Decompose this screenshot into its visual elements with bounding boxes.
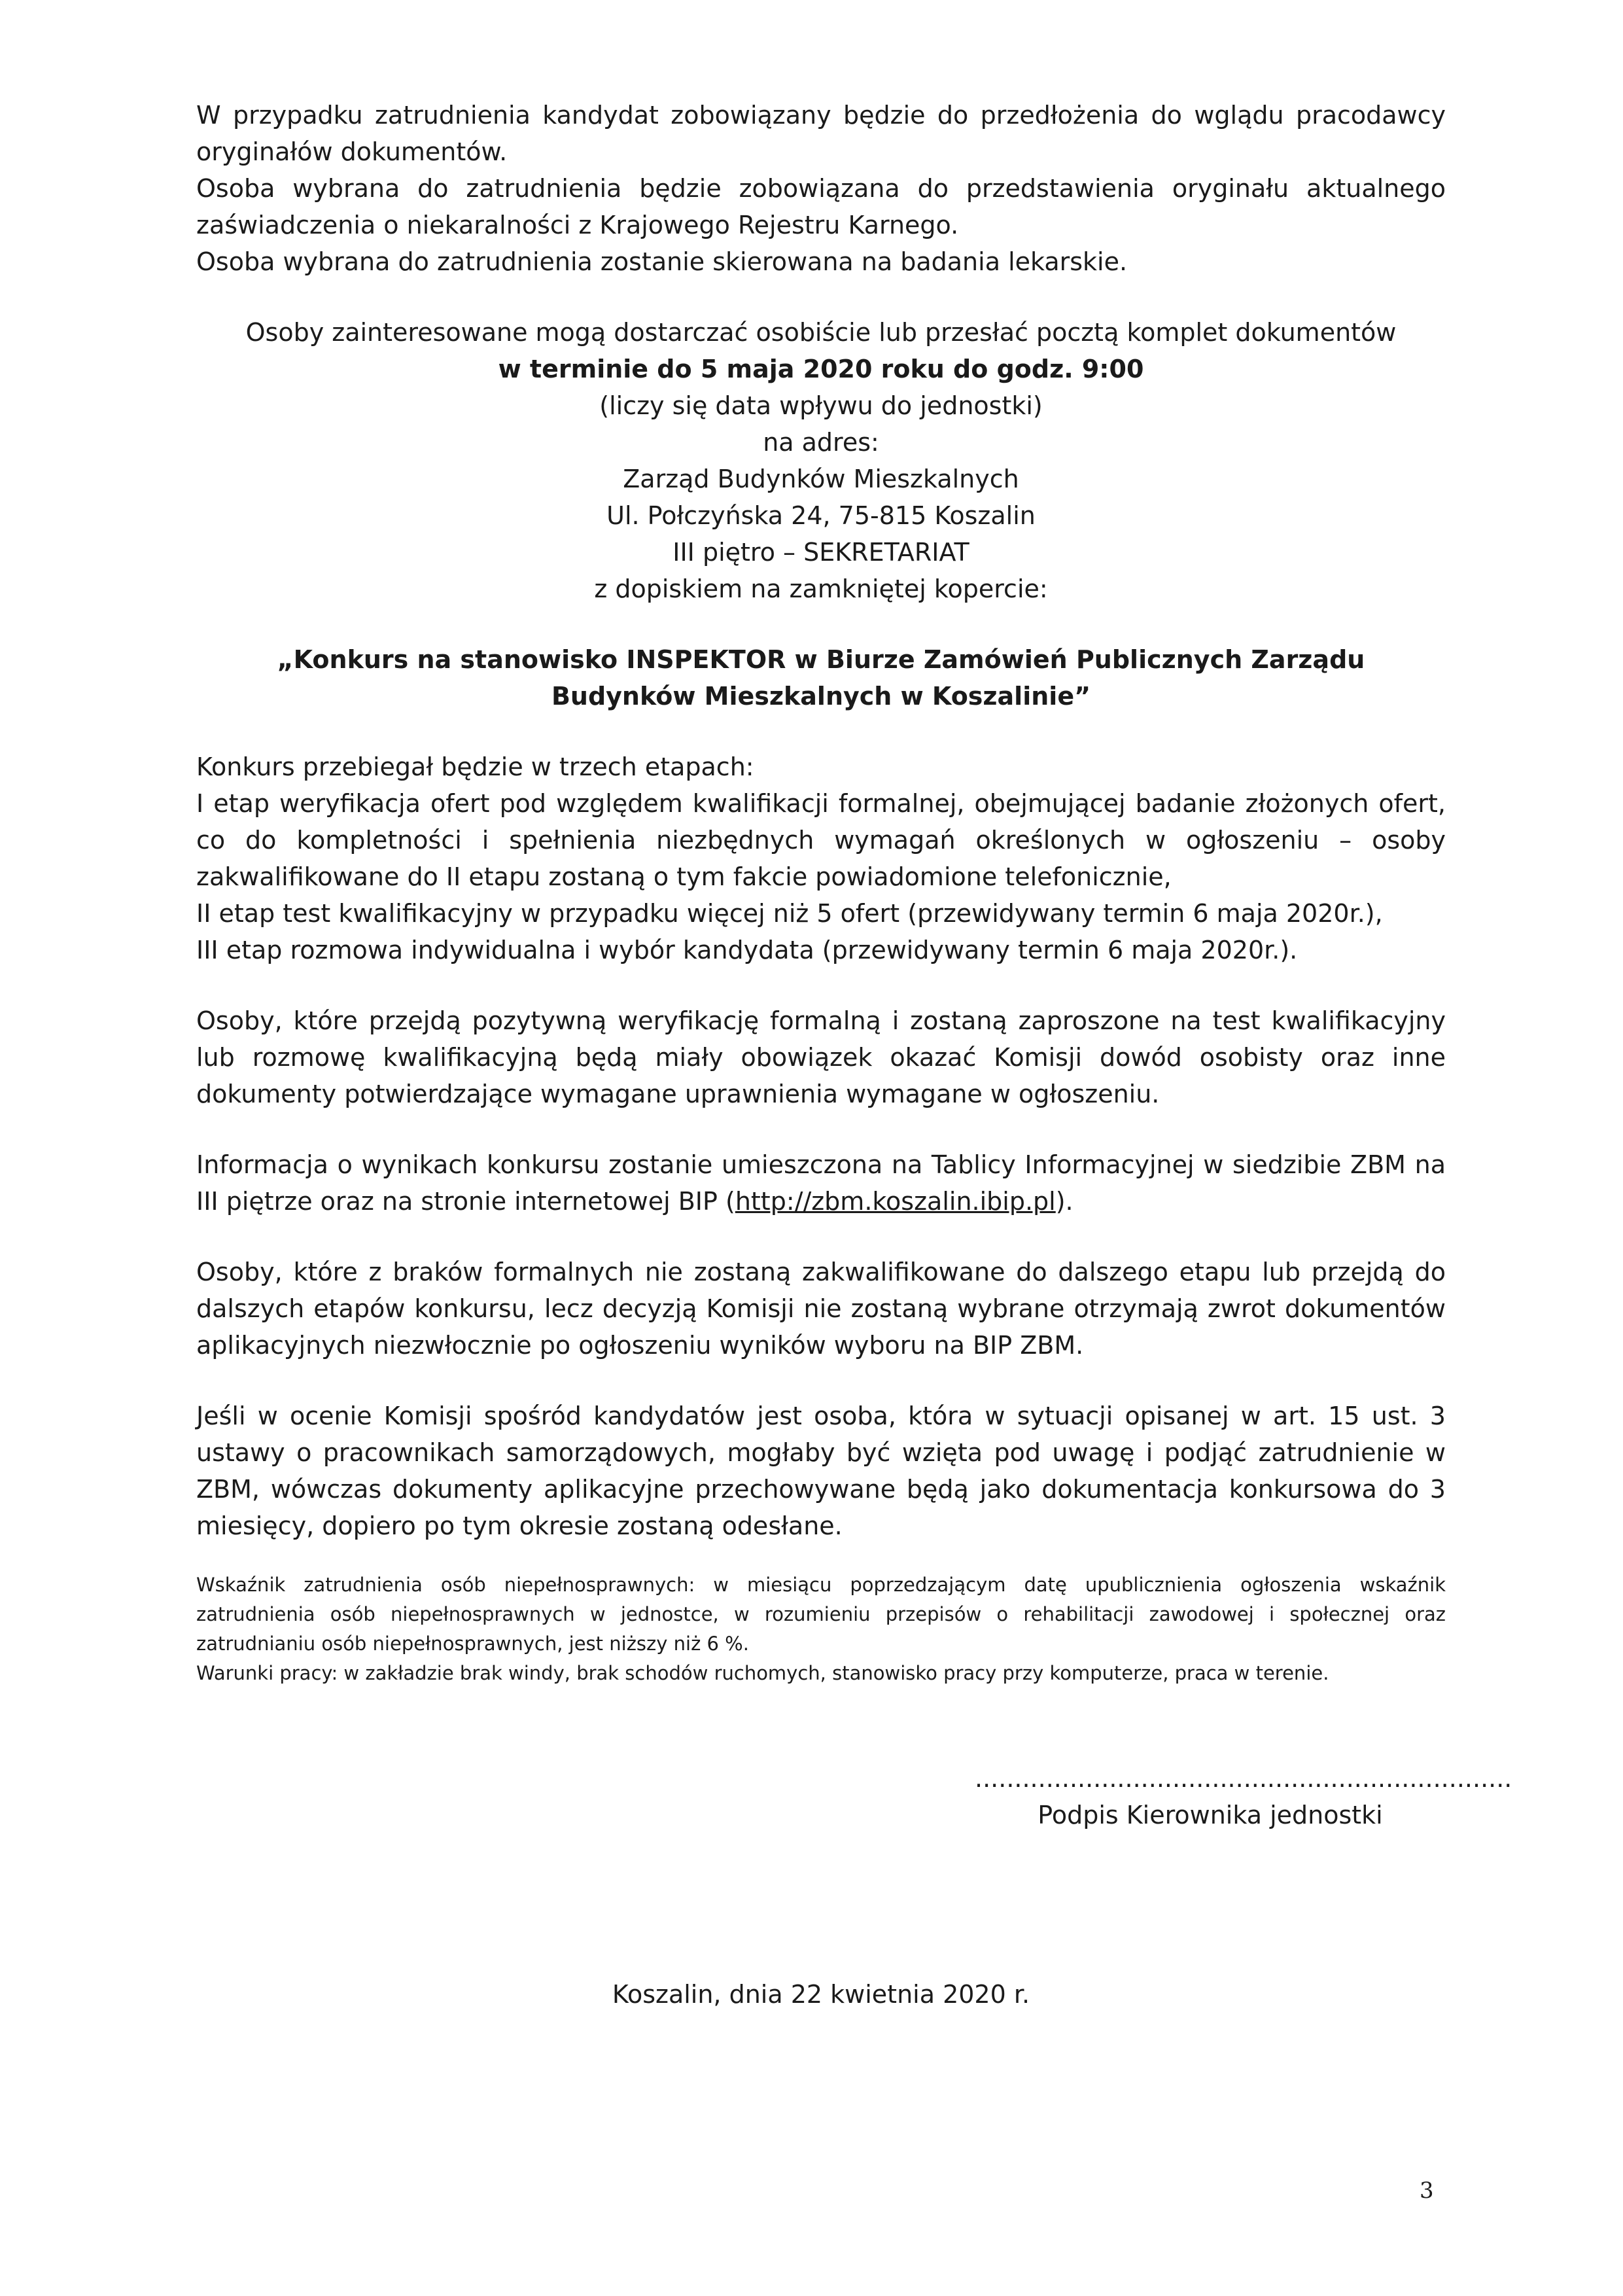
page-number: 3 [1420, 2178, 1434, 2204]
submission-line: Osoby zainteresowane mogą dostarczać osobiście lub przesłać pocztą komplet dokumentów [245, 318, 1397, 347]
id-paragraph: Osoby, które przejdą pozytywną weryfikację formalną i zostaną zaproszone na test kwalifikacyjny lub rozmowę kwalifikacyjną będą miały obowiązek okazać Komisji dowód osobisty oraz inne dokumenty potwierdzające wymagane uprawnienia wymagane w ogłoszeniu. [196, 1006, 1446, 1108]
address-org: Zarząd Budynków Mieszkalnych [623, 465, 1019, 493]
submission-deadline: w terminie do 5 maja 2020 roku do godz. 9:00 [498, 355, 1144, 383]
date-line: Koszalin, dnia 22 kwietnia 2020 r. [612, 1980, 1030, 2009]
document-body [196, 97, 1512, 1833]
retention-paragraph: Jeśli w ocenie Komisji spośród kandydatów jest osoba, która w sytuacji opisanej w art. 15 ust. 3 ustawy o pracownikach samorządowych, mogłaby być wzięta pod uwagę i podjąć zatrudnienie w ZBM, wówczas dokumenty aplikacyjne przechowywane będą jako dokumentacja konkursowa do 3 miesięcy, dopiero po tym okresie zostaną odesłane. [196, 1402, 1446, 1540]
envelope-title: „Konkurs na stanowisko INSPEKTOR w Biurze Zamówień Publicznych Zarządu Budynków Mieszkalnych w Koszalinie” [277, 645, 1365, 711]
return-paragraph: Osoby, które z braków formalnych nie zostaną zakwalifikowane do dalszego etapu lub przejdą do dalszych etapów konkursu, lecz decyzją Komisji nie zostaną wybrane otrzymają zwrot dokumentów aplikacyjnych niezwłocznie po ogłoszeniu wyników wyboru na BIP ZBM. [196, 1258, 1446, 1360]
intro-paragraph-1: W przypadku zatrudnienia kandydat zobowiązany będzie do przedłożenia do wglądu pracodawcy oryginałów dokumentów. [196, 101, 1446, 166]
footnote-conditions: Warunki pracy: w zakładzie brak windy, brak schodów ruchomych, stanowisko pracy przy komputerze, praca w terenie. [196, 1662, 1329, 1684]
intro-paragraph-3: Osoba wybrana do zatrudnienia zostanie skierowana na badania lekarskie. [196, 247, 1128, 276]
footnote-disability: Wskaźnik zatrudnienia osób niepełnosprawnych: w miesiącu poprzedzającym datę upublicznienia ogłoszenia wskaźnik zatrudnienia osób niepełnosprawnych w jednostce, w rozumieniu przepisów o rehabilitacji zawodowej i społecznej oraz zatrudnianiu osób niepełnosprawnych, jest niższy niż 6 %. [196, 1574, 1446, 1655]
signature-label: Podpis Kierownika jednostki [1038, 1801, 1383, 1829]
signature-dots: .................................................................... [975, 1764, 1512, 1793]
signature-block [975, 1760, 1512, 1833]
stage-3: III etap rozmowa indywidualna i wybór kandydata (przewidywany termin 6 maja 2020r.). [196, 936, 1298, 964]
address-street: Ul. Połczyńska 24, 75-815 Koszalin [606, 501, 1036, 530]
address-label: na adres: [763, 428, 879, 457]
results-text-after: ). [1055, 1187, 1073, 1216]
stage-2: II etap test kwalifikacyjny w przypadku więcej niż 5 ofert (przewidywany termin 6 maja 2020r.), [196, 899, 1383, 928]
envelope-note: z dopiskiem na zamkniętej kopercie: [594, 574, 1048, 603]
results-text-before: Informacja o wynikach konkursu zostanie umieszczona na Tablicy Informacyjnej w siedzibie ZBM na III piętrze oraz na stronie internetowej BIP ( [196, 1150, 1446, 1216]
address-floor: III piętro – SEKRETARIAT [672, 538, 969, 567]
stage-1: I etap weryfikacja ofert pod względem kwalifikacji formalnej, obejmującej badanie złożonych ofert, co do kompletności i spełnienia niezbędnych wymagań określonych w ogłoszeniu – osoby zakwalifikowane do II etapu zostaną o tym fakcie powiadomione telefonicznie, [196, 789, 1446, 891]
results-paragraph [196, 1146, 1446, 1220]
submission-note: (liczy się data wpływu do jednostki) [599, 391, 1043, 420]
bip-link[interactable]: http://zbm.koszalin.ibip.pl [735, 1187, 1056, 1216]
stages-heading: Konkurs przebiegał będzie w trzech etapach: [196, 752, 754, 781]
intro-paragraph-2: Osoba wybrana do zatrudnienia będzie zobowiązana do przedstawienia oryginału aktualnego zaświadczenia o niekaralności z Krajowego Rejestru Karnego. [196, 174, 1446, 239]
